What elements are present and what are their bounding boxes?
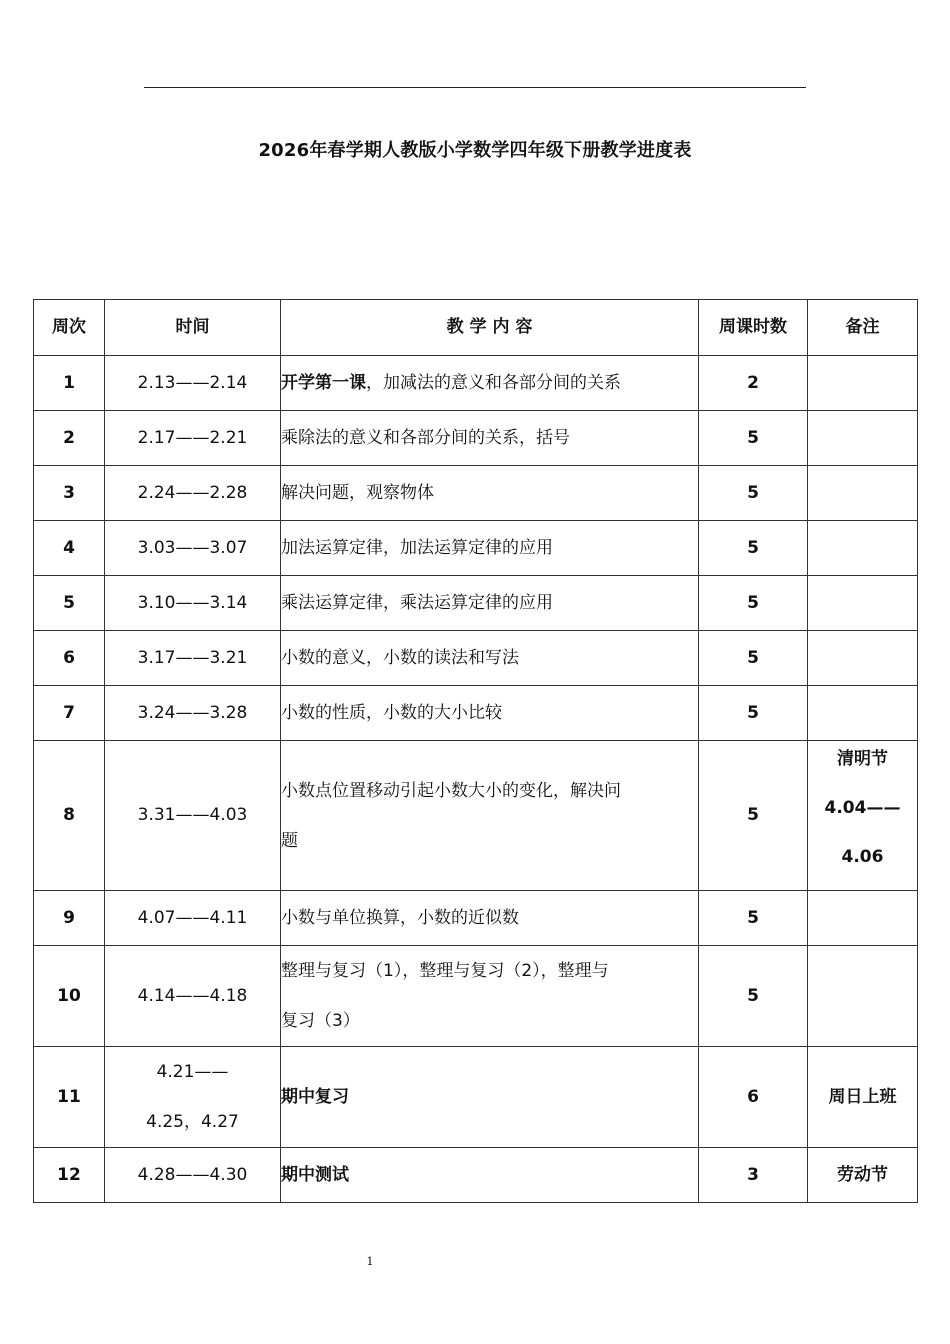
table-row (34, 576, 918, 631)
cell-content: 小数的性质，小数的大小比较 (281, 686, 699, 741)
cell-note (808, 891, 918, 946)
cell-content (281, 741, 699, 891)
cell-week: 11 (34, 1047, 105, 1148)
content-text: ，加减法的意义和各部分间的关系 (366, 372, 621, 393)
cell-note (808, 686, 918, 741)
cell-week: 10 (34, 946, 105, 1047)
table-row (34, 356, 918, 411)
page-number: 1 (366, 1255, 374, 1268)
cell-time: 4.14——4.18 (105, 946, 281, 1047)
cell-hours: 5 (699, 411, 808, 466)
cell-hours: 5 (699, 891, 808, 946)
cell-time: 2.17——2.21 (105, 411, 281, 466)
table-row (34, 891, 918, 946)
note-line: 4.06 (841, 846, 884, 867)
cell-note (808, 521, 918, 576)
cell-content (281, 1148, 699, 1203)
table-row (34, 1047, 918, 1148)
cell-hours: 5 (699, 576, 808, 631)
cell-note (808, 576, 918, 631)
cell-note: 劳动节 (808, 1148, 918, 1203)
cell-week: 9 (34, 891, 105, 946)
cell-note (808, 741, 918, 891)
cell-week: 8 (34, 741, 105, 891)
content-line: 复习（3） (281, 1011, 360, 1031)
content-line: 题 (281, 830, 298, 851)
cell-hours: 6 (699, 1047, 808, 1148)
cell-week: 6 (34, 631, 105, 686)
cell-hours: 5 (699, 946, 808, 1047)
cell-content: 小数的意义，小数的读法和写法 (281, 631, 699, 686)
cell-time: 3.31——4.03 (105, 741, 281, 891)
content-bold: 期中测试 (281, 1164, 349, 1185)
table-row (34, 411, 918, 466)
table-row (34, 631, 918, 686)
cell-time: 3.24——3.28 (105, 686, 281, 741)
cell-time: 2.13——2.14 (105, 356, 281, 411)
cell-note (808, 466, 918, 521)
cell-note (808, 946, 918, 1047)
cell-note (808, 356, 918, 411)
header-content: 教 学 内 容 (281, 300, 699, 356)
cell-hours: 2 (699, 356, 808, 411)
header-note: 备注 (808, 300, 918, 356)
cell-hours: 5 (699, 686, 808, 741)
cell-hours: 5 (699, 521, 808, 576)
note-line: 清明节 (837, 748, 888, 769)
cell-hours: 5 (699, 466, 808, 521)
content-line: 整理与复习（1），整理与复习（2），整理与 (281, 961, 609, 981)
schedule-table (33, 299, 918, 1203)
cell-time: 4.07——4.11 (105, 891, 281, 946)
cell-content: 解决问题，观察物体 (281, 466, 699, 521)
cell-time: 3.17——3.21 (105, 631, 281, 686)
table-row (34, 466, 918, 521)
table-row (34, 1148, 918, 1203)
cell-time: 4.28——4.30 (105, 1148, 281, 1203)
cell-hours: 5 (699, 741, 808, 891)
cell-week: 1 (34, 356, 105, 411)
table-row (34, 946, 918, 1047)
table-row (34, 741, 918, 891)
table-row (34, 521, 918, 576)
time-line: 4.21—— (156, 1062, 229, 1082)
note-line: 4.04—— (824, 797, 901, 818)
cell-content (281, 356, 699, 411)
cell-week: 3 (34, 466, 105, 521)
cell-content: 小数与单位换算，小数的近似数 (281, 891, 699, 946)
cell-time: 3.10——3.14 (105, 576, 281, 631)
cell-week: 4 (34, 521, 105, 576)
cell-week: 5 (34, 576, 105, 631)
cell-note: 周日上班 (808, 1047, 918, 1148)
table-row (34, 686, 918, 741)
cell-content (281, 1047, 699, 1148)
cell-content: 乘法运算定律，乘法运算定律的应用 (281, 576, 699, 631)
cell-time: 2.24——2.28 (105, 466, 281, 521)
cell-week: 2 (34, 411, 105, 466)
content-line: 小数点位置移动引起小数大小的变化，解决问 (281, 780, 621, 801)
content-bold: 开学第一课 (281, 372, 366, 393)
cell-note (808, 631, 918, 686)
cell-time: 3.03——3.07 (105, 521, 281, 576)
cell-week: 7 (34, 686, 105, 741)
time-line: 4.25，4.27 (146, 1112, 239, 1132)
cell-content: 加法运算定律，加法运算定律的应用 (281, 521, 699, 576)
cell-hours: 5 (699, 631, 808, 686)
header-rule (144, 87, 806, 88)
cell-note (808, 411, 918, 466)
document-title: 2026年春学期人教版小学数学四年级下册教学进度表 (258, 140, 692, 161)
cell-hours: 3 (699, 1148, 808, 1203)
cell-time (105, 1047, 281, 1148)
content-bold: 期中复习 (281, 1086, 349, 1107)
cell-content (281, 946, 699, 1047)
cell-content: 乘除法的意义和各部分间的关系，括号 (281, 411, 699, 466)
header-time: 时间 (105, 300, 281, 356)
table-header-row (34, 300, 918, 356)
header-hours: 周课时数 (699, 300, 808, 356)
cell-week: 12 (34, 1148, 105, 1203)
header-week: 周次 (34, 300, 105, 356)
